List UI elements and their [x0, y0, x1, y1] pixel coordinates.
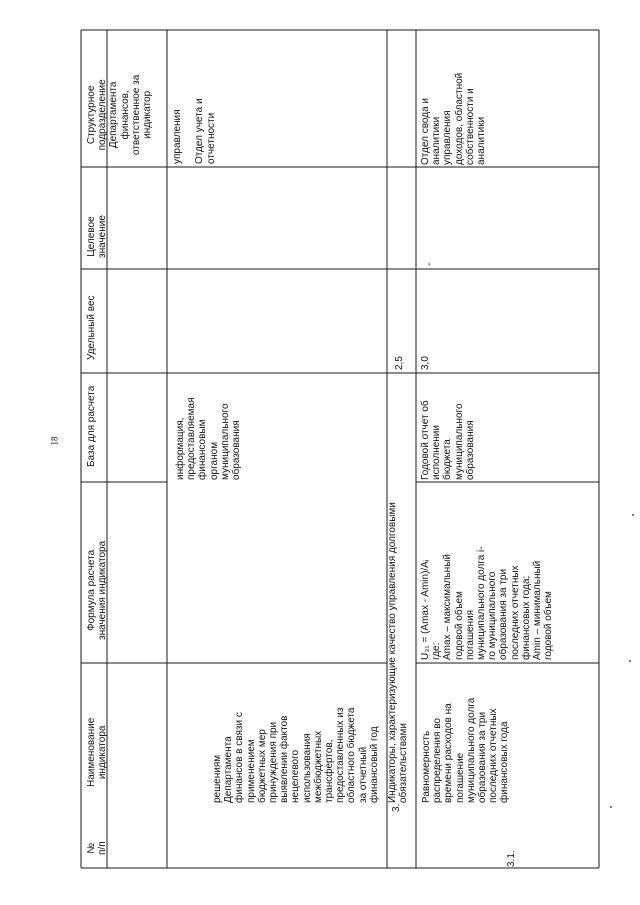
- scan-speck: [632, 514, 634, 516]
- header-num: № п/п: [86, 841, 109, 855]
- header-name: Наименование индикатора: [86, 717, 109, 787]
- cell-3-1-weight: 3,0: [420, 356, 431, 370]
- cell-3-1-base: Годовой отчет об исполнении бюджета муниципального образования: [420, 400, 476, 480]
- cell-3-1-formula: U₃₁ = (Amax - Amin)/Aᵢ где: Amax – максимальный годовой объем погашения муниципального долга i- го муниципального образования за три последних отчетных финансовых года; Amin – минимальный годовой объем: [420, 546, 555, 660]
- scan-speck: [629, 660, 631, 662]
- header-weight: Удельный вес: [86, 295, 97, 360]
- cell-continued-dept: управления Отдел учета и отчетности: [172, 98, 217, 164]
- cell-3-1-dept: Отдел свода и аналитики управления доходов, областной собственности и аналитики: [420, 72, 488, 165]
- header-formula: Формула расчета значения индикатора: [86, 540, 109, 640]
- cell-3-1-target: -: [424, 262, 435, 266]
- section-3-weight: 2,5: [394, 356, 405, 370]
- section-3-title: Индикаторы, характеризующие качество управления долговыми обязательствами: [387, 502, 410, 803]
- section-3-num: 3.: [391, 803, 402, 812]
- page-number: 18: [49, 436, 60, 446]
- header-base: База для расчета: [86, 385, 97, 467]
- cell-continued-name: решениям Департамента финансов в связи с применением бюджетных мер принуждения при выявлении фактов нецелевого использования межбюджетных трансфертов, предоставленных из областного бюджета за отчетный финансовый год: [212, 707, 380, 803]
- cell-continued-base: информация, предоставляемая финансовым органом муниципального образования: [175, 397, 243, 480]
- cell-3-1-num: 3.1.: [506, 850, 517, 867]
- scan-speck: [610, 806, 612, 808]
- cell-3-1-name: Равномерность распределения во времени расходов на погашение муниципального долга образования за три последних отчетных финансовых года: [421, 697, 511, 803]
- header-dept: Структурное подразделение Департамента финансов, ответственное за индикатор: [86, 74, 154, 155]
- header-target: Целевое значение: [86, 215, 109, 258]
